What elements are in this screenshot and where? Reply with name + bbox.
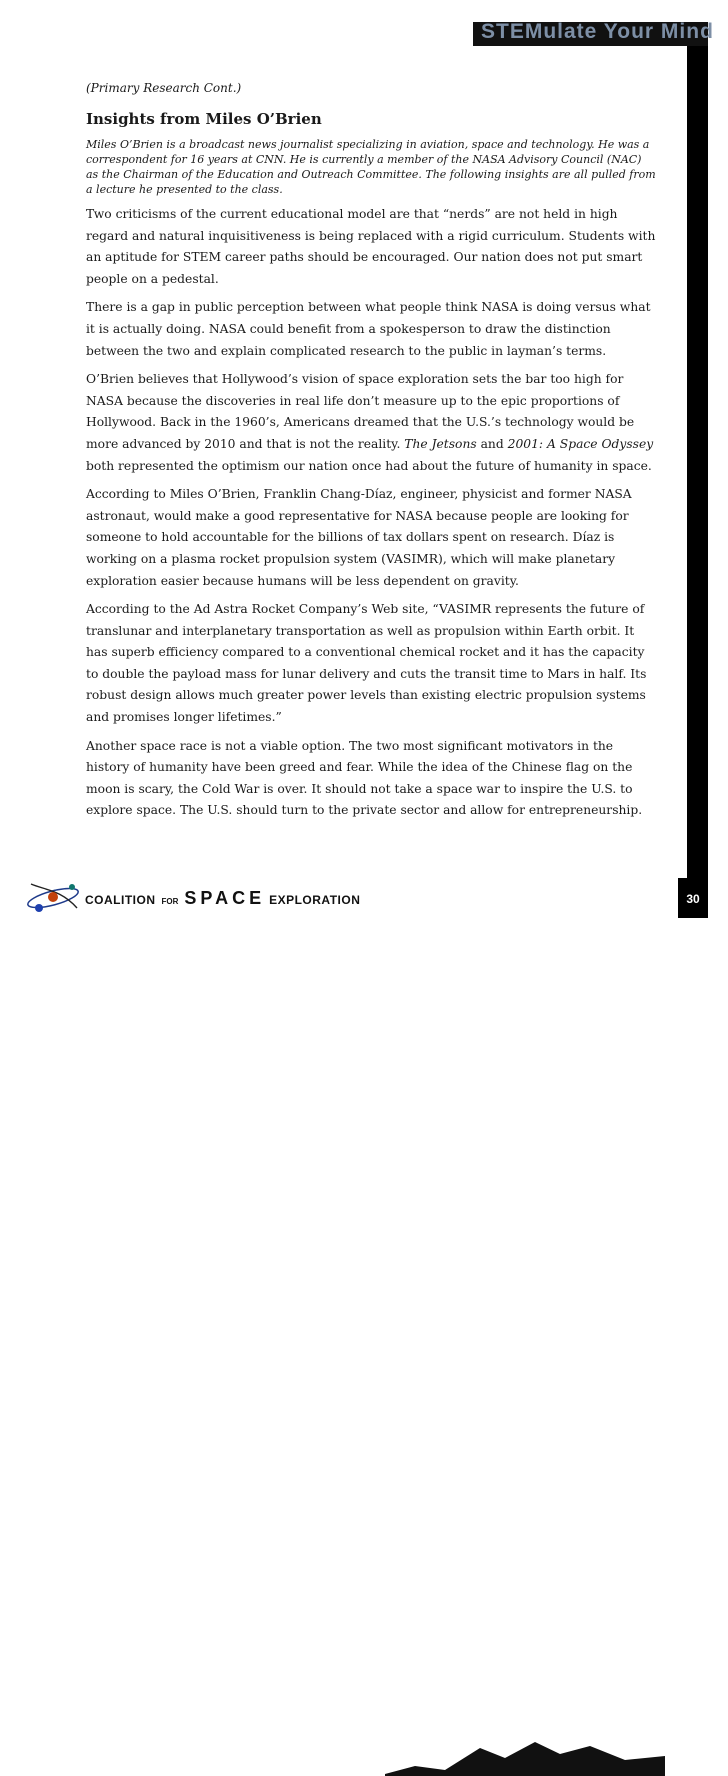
section-heading: Insights from Miles O’Brien <box>86 110 322 128</box>
logo-coalition: COALITION <box>85 893 156 907</box>
logo-wordmark <box>85 888 360 909</box>
logo-exploration: EXPLORATION <box>269 893 361 907</box>
title-the-jetsons: The Jetsons <box>404 436 477 451</box>
page-number-box <box>678 878 708 918</box>
logo-for: FOR <box>161 897 179 906</box>
paragraph-3-text-a: O’Brien believes that Hollywood’s vision of space exploration sets the bar too high for NASA because the discoveries in real life don’t measure up to the epic proportions of Hollywood. Back in the 1960’s, Americans dreamed that the U.S.’s technology would be more advanced by 2010 and that is not the reality. <box>86 372 635 451</box>
document-body <box>86 80 656 829</box>
section-label: (Primary Research Cont.) <box>86 81 242 95</box>
paragraph-3-and: and <box>476 436 508 451</box>
paragraph-3 <box>86 369 656 477</box>
paragraph-4: According to Miles O’Brien, Franklin Chang-Díaz, engineer, physicist and former NASA astronaut, would make a good representative for NASA because people are looking for someone to hold accountable for the billions of tax dollars spent on research. Díaz is working on a plasma rocket propulsion system (VASIMR), which will make planetary exploration easier because humans will be less dependent on gravity. <box>86 487 632 588</box>
mountain-silhouette-icon <box>385 1736 665 1776</box>
paragraph-5: According to the Ad Astra Rocket Company’s Web site, “VASIMR represents the future of translunar and interplanetary transportation as well as propulsion within Earth orbit. It has superb efficiency compared to a conventional chemical rocket and it has the capacity to double the payload mass for lunar delivery and cuts the transit time to Mars in half. Its robust design allows much greater power levels than existing electric propulsion systems and promises longer lifetimes.” <box>86 602 647 725</box>
paragraph-6: Another space race is not a viable option. The two most significant motivators in the history of humanity have been greed and fear. While the idea of the Chinese flag on the moon is scary, the Cold War is over. It should not take a space war to inspire the U.S. to explore space. The U.S. should turn to the private sector and allow for entrepreneurship. <box>86 738 643 818</box>
title-space-odyssey: 2001: A Space Odyssey <box>507 436 654 451</box>
page-number: 30 <box>686 892 700 906</box>
header-title: STEMulate Your Mind <box>481 20 714 43</box>
orbit-logo-icon <box>25 878 85 918</box>
paragraph-3-text-b: both represented the optimism our nation once had about the future of humanity in space. <box>86 458 652 473</box>
paragraph-1: Two criticisms of the current educational model are that “nerds” are not held in high regard and natural inquisitiveness is being replaced with a rigid curriculum. Students with an aptitude for STEM career paths should be encouraged. Our nation does not put smart people on a pedestal. <box>86 207 656 286</box>
right-margin-bar <box>687 46 708 878</box>
paragraph-2: There is a gap in public perception between what people think NASA is doing versus what it is actually doing. NASA could benefit from a spokesperson to draw the distinction between the two and explain complicated research to the public in layman’s terms. <box>86 300 651 358</box>
coalition-logo <box>25 878 385 918</box>
page-header <box>0 0 728 46</box>
intro-paragraph: Miles O’Brien is a broadcast news journalist specializing in aviation, space and technology. He was a correspondent for 16 years at CNN. He is currently a member of the NASA Advisory Council (NAC) as the Chairman of the Education and Outreach Committee. The following insights are all pulled from a lecture he presented to the class. <box>86 138 656 196</box>
logo-space: SPACE <box>184 888 266 908</box>
